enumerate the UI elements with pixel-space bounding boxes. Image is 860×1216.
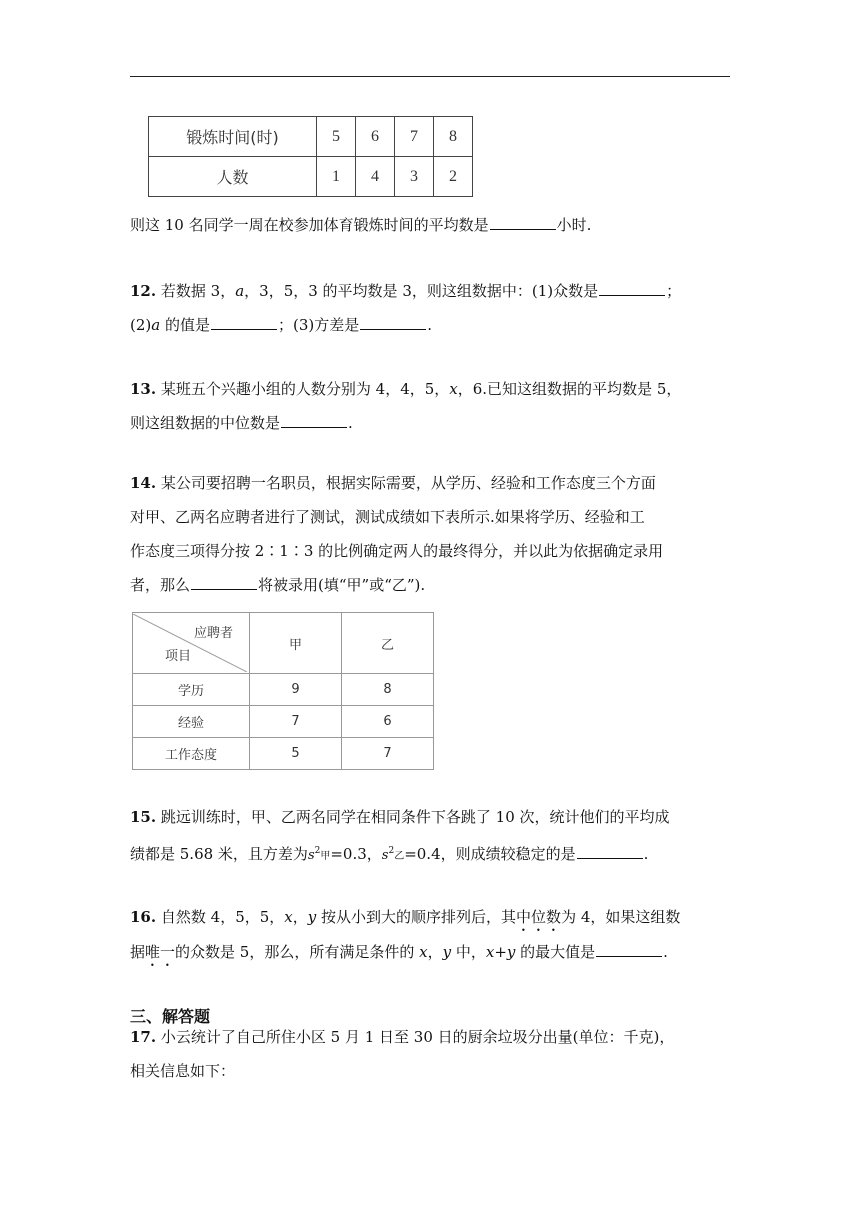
question-text: 则这组数据的中位数是 [130,414,281,432]
applicant-score-table [132,612,434,770]
table-cell: 8 [434,117,473,157]
question-text: 某班五个兴趣小组的人数分别为 4，4，5， [156,380,450,398]
variable: x [284,908,293,926]
question-line [130,372,734,406]
question-text: . [427,316,433,334]
corner-label-bottom: 项目 [165,649,192,664]
superscript: 2 [388,846,395,856]
variable: a [235,282,245,300]
superscript: 2 [314,846,321,856]
question-text: . [663,943,668,961]
table-cell: 工作态度 [133,738,250,770]
variable: y [442,943,452,961]
variance-symbol: s [381,848,389,863]
table-cell: 1 [317,157,356,197]
variable: y [307,908,317,926]
question-line [130,308,734,342]
question-text: (2) [130,316,152,334]
table-cell: 5 [250,738,342,770]
question-text: . [348,414,353,432]
question-14 [130,466,734,602]
question-text: 小时. [556,216,592,234]
question-line: 相关信息如下： [130,1062,236,1080]
exercise-time-table [148,116,473,197]
question-text: 据 [130,943,146,961]
table-header-cell: 甲 [250,613,342,674]
table-cell: 7 [395,117,434,157]
question-16 [130,900,734,970]
table-cell: 5 [317,117,356,157]
table-cell: 2 [434,157,473,197]
question-number: 17. [130,1028,157,1046]
question-text: 某公司要招聘一名职员，根据实际需要，从学历、经验和工作态度三个方面 [160,474,656,492]
question-text: =0.3， [330,845,382,863]
question-line [130,274,734,308]
answer-blank[interactable] [599,281,665,296]
answer-blank[interactable] [211,315,277,330]
question-text: ； [666,282,682,300]
question-text: . [643,845,649,863]
table-row [133,738,434,770]
question-number: 14. [130,474,157,492]
variable: x [419,943,428,961]
question-text: 自然数 4，5，5， [160,908,285,926]
table-cell: 3 [395,157,434,197]
question-13 [130,372,734,440]
answer-blank[interactable] [360,315,426,330]
question-number: 15. [130,808,157,826]
variable: x+y [485,943,516,961]
question-line [130,568,734,602]
question-text: 的众数是 5，那么，所有满足条件的 [175,943,420,961]
question-text: ，3，5，3 的平均数是 3，则这组数据中：(1)众数是 [244,282,599,300]
table-header-cell: 乙 [342,613,434,674]
table-cell: 6 [342,706,434,738]
answer-blank[interactable] [191,575,257,590]
question-text: 者，那么 [130,576,191,594]
table-cell: 7 [250,706,342,738]
header-rule [130,76,730,77]
table-header-cell: 人数 [149,157,317,197]
table-cell: 6 [356,117,395,157]
question-line [130,1020,734,1054]
table-cell: 8 [342,674,434,706]
table-cell: 经验 [133,706,250,738]
question-line [130,406,734,440]
table-cell: 9 [250,674,342,706]
question-text: 绩都是 5.68 米，且方差为 [130,845,308,863]
question-line: 作态度三项得分按 2∶1∶3 的比例确定两人的最终得分，并以此为依据确定录用 [130,542,664,560]
table-corner-cell [133,613,250,674]
question-line [130,800,734,834]
question-number: 13. [130,380,157,398]
table-row [133,706,434,738]
question-text: 中， [451,943,486,961]
question-number: 16. [130,908,157,926]
answer-blank[interactable] [281,413,347,428]
question-text: 则这 10 名同学一周在校参加体育锻炼时间的平均数是 [130,216,489,234]
question-12 [130,274,734,342]
question-text: ， [292,908,308,926]
table-row [149,157,473,197]
table-row [133,674,434,706]
question-17 [130,1020,734,1088]
question-text: ， [427,943,443,961]
question-11-tail [130,208,734,242]
question-line [130,935,734,970]
question-text: 的最大值是 [515,943,596,961]
question-line [130,466,734,500]
corner-label-top: 应聘者 [193,626,233,641]
table-cell: 4 [356,157,395,197]
question-text: 按从小到大的顺序排列后，其 [316,908,517,926]
question-number: 12. [130,282,157,300]
table-header-cell: 锻炼时间(时) [149,117,317,157]
variable: x [449,380,458,398]
answer-blank[interactable] [577,844,643,859]
variable: a [151,316,161,334]
table-row [149,117,473,157]
question-text: ；(3)方差是 [277,316,360,334]
table-cell: 学历 [133,674,250,706]
question-text: 跳远训练时，甲、乙两名同学在相同条件下各跳了 10 次，统计他们的平均成 [160,808,670,826]
question-text: 若数据 3， [160,282,236,300]
variance-symbol: s [307,848,315,863]
subscript: 乙 [394,851,405,862]
question-line [130,834,734,874]
answer-blank[interactable] [596,942,662,957]
question-line: 对甲、乙两名应聘者进行了测试，测试成绩如下表所示.如果将学历、经验和工 [130,508,645,526]
question-text: =0.4，则成绩较稳定的是 [404,845,576,863]
emphasized-text: 中位数 [516,908,562,926]
answer-blank[interactable] [490,215,556,230]
question-text: 将被录用(填“甲”或“乙”). [258,576,426,594]
question-text: 的值是 [160,316,210,334]
table-row [133,613,434,674]
question-line [130,900,734,935]
table-cell: 7 [342,738,434,770]
question-text: 小云统计了自己所住小区 5 月 1 日至 30 日的厨余垃圾分出量(单位：千克)， [156,1028,675,1046]
emphasized-text: 唯一 [145,943,176,961]
subscript: 甲 [320,851,331,862]
question-text: 为 4，如果这组数 [561,908,681,926]
section-heading: 三、解答题 [130,1007,211,1026]
question-15 [130,800,734,874]
question-text: ，6.已知这组数据的平均数是 5， [457,380,682,398]
